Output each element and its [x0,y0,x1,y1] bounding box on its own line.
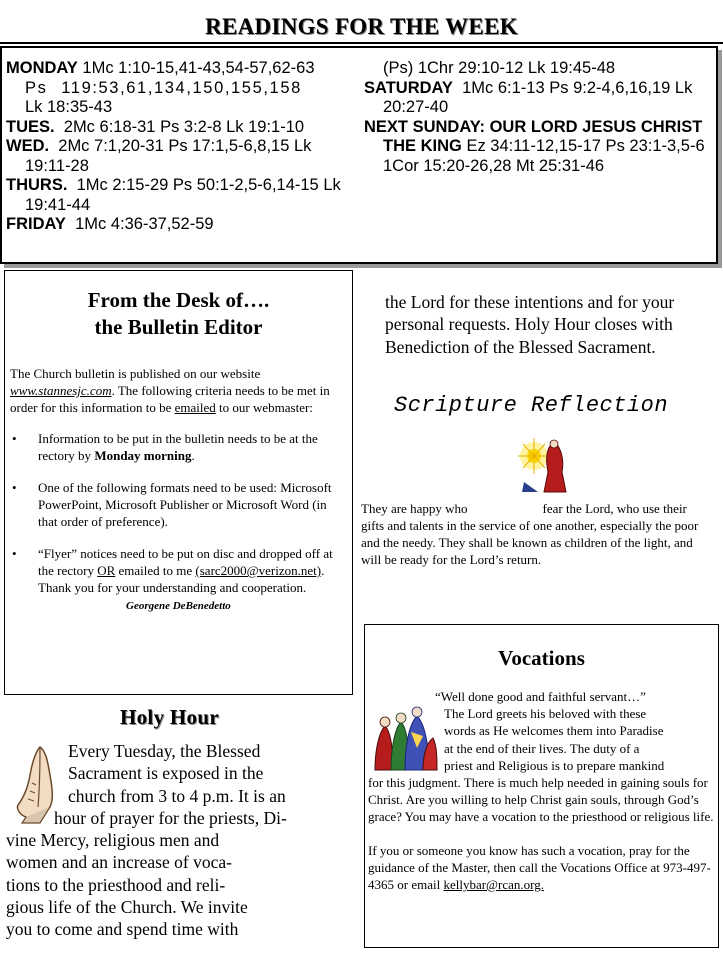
vocations-contact: If you or someone you know has such a vocation, pray for the guidance of the Master, then call the Vocations Office at 973-497-4365 or email kellybar@rcan.org. [368,842,711,893]
readings-box [0,46,718,264]
reading-friday-cont: (Ps) 1Chr 29:10-12 Lk 19:45-48 [383,59,616,77]
readings-left-column [6,59,360,235]
reading-wednesday: WED. 2Mc 7:1,20-31 Ps 17:1,5-6,8,15 Lk 19:11-28 [6,137,312,175]
vocations-email-link[interactable]: kellybar@rcan.org. [443,877,544,893]
editor-email-link[interactable]: (sarc2000@verizon.net) [195,563,322,578]
prayer-light-image-icon [514,432,572,496]
editor-signature: Georgene DeBenedetto [126,600,231,612]
vocations-text: “Well done good and faithful servant…” The Lord greets his beloved with these words as He welcomes them into Paradise at the end of their lives. The duty of a priest and Religious is to prepare mankind for this judgment. There is much help needed in gaining souls for Christ. Are you willing to help Christ gain souls, through God’s grace? You may have a vocation to the priesthood or religious life. If you or someone you know has such a vocation, pray for the guidance of the Master, then call the Vocations Office at 973-497-4365 or email kellybar@rcan.org. [368,689,714,893]
reading-monday: MONDAY 1Mc 1:10-15,41-43,54-57,62-63 Ps 119:53,61,134,150,155,158 Lk 18:35-43 [6,59,315,116]
criteria-item: • One of the following formats need to be used: Microsoft PowerPoint, Microsoft Publisher or Microsoft Word (in that order of preference). [10,479,347,530]
criteria-item: • Information to be put in the bulletin needs to be at the rectory by Monday morning. [10,430,347,464]
holy-hour-title: Holy Hour [120,705,219,729]
editor-intro: The Church bulletin is published on our website www.stannesjc.com. The following criteria needs to be met in order for this information to be emailed to our webmaster: [10,366,330,415]
criteria-item: • “Flyer” notices need to be put on disc and dropped off at the rectory OR emailed to me (sarc2000@verizon.net). Thank you for your understanding and cooperation. Georgene DeBenedetto [10,545,347,615]
editor-heading: From the Desk of…. the Bulletin Editor [87,288,270,339]
criteria-list [10,430,347,615]
page-title: READINGS FOR THE WEEK [205,14,518,39]
title-rule [0,42,723,44]
vocations-box [364,624,719,948]
scripture-reflection-text: They are happy who fear the Lord, who use their gifts and talents in the service of one another, especially the poor and the needy. They shall be known as children of the light, and will be ready for the Lord’s return. [361,501,699,567]
holy-hour-text: Every Tuesday, the Blessed Sacrament is exposed in the church from 3 to 4 p.m. It is an hour of prayer for the priests, Di- vine Mercy, religious men and women and an increase of voca- tions to the priesthood and reli- gious life of the Church. We invite you to come and spend time with [6,741,287,940]
readings-right-column [364,59,716,176]
disciples-image-icon [371,702,439,772]
emailed-link[interactable]: emailed [174,400,216,415]
reading-tuesday: TUES. 2Mc 6:18-31 Ps 3:2-8 Lk 19:1-10 [6,117,305,136]
reading-sunday: NEXT SUNDAY: OUR LORD JESUS CHRIST THE KING Ez 34:11-12,15-17 Ps 23:1-3,5-6 1Cor 15:20-26,28 Mt 25:31-46 [364,117,705,175]
bulletin-editor-box [4,270,353,695]
website-link[interactable]: www.stannesjc.com [10,383,112,398]
scripture-reflection-title: Scripture Reflection [394,393,669,418]
reading-saturday: SATURDAY 1Mc 6:1-13 Ps 9:2-4,6,16,19 Lk 20:27-40 [364,78,693,116]
reading-thursday: THURS. 1Mc 2:15-29 Ps 50:1-2,5-6,14-15 Lk 19:41-44 [6,176,341,214]
vocations-title: Vocations [498,646,585,670]
holy-hour-continuation: the Lord for these intentions and for your personal requests. Holy Hour closes with Benediction of the Blessed Sacrament. [385,292,675,357]
reading-friday: FRIDAY 1Mc 4:36-37,52-59 [6,215,214,233]
